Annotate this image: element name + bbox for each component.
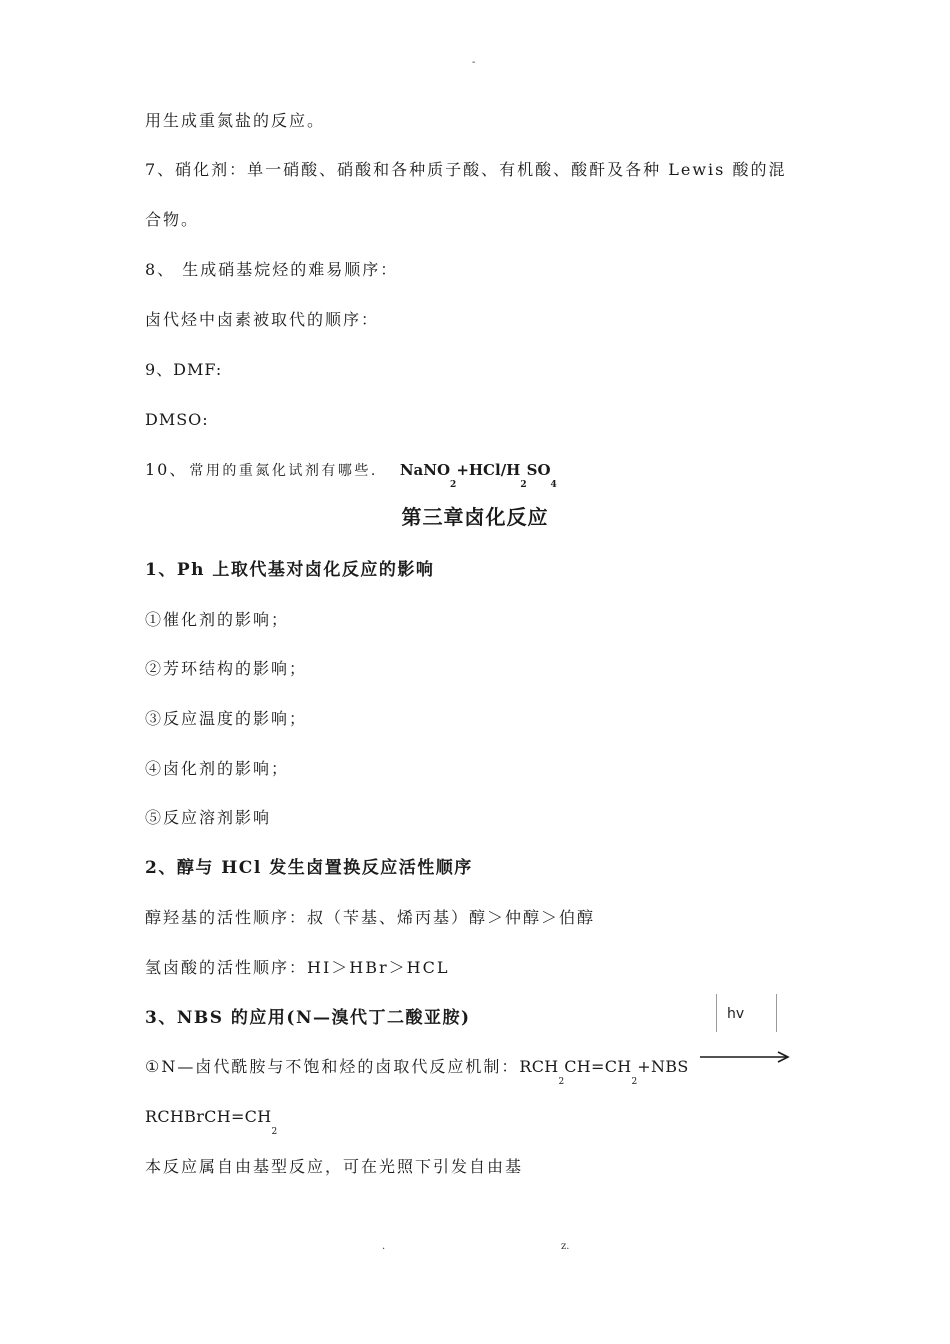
q1-point-aromatic-structure: ②芳环结构的影响；: [145, 659, 308, 678]
q2-heading: 2、醇与 HCl 发生卤置换反应活性顺序: [145, 858, 473, 878]
item-8-halogen-order: 卤代烃中卤素被取代的顺序：: [145, 310, 380, 329]
q3-mechanism-label: ①N—卤代酰胺与不饱和烃的卤取代反应机制：: [145, 1057, 520, 1076]
formula-subscript: 4: [550, 480, 557, 490]
formula-subscript: 2: [450, 480, 457, 490]
q2-acid-order: 氢卤酸的活性顺序：HI＞HBr＞HCL: [145, 958, 450, 977]
text-line-continuation: 用生成重氮盐的反应。: [145, 111, 326, 130]
item-9-dmf: 9、DMF:: [145, 360, 223, 379]
reactant-part: +NBS: [637, 1057, 689, 1076]
reaction-condition-box: [716, 994, 777, 1032]
item-10-number: 10、: [145, 460, 188, 479]
reactant-subscript: 2: [631, 1077, 638, 1087]
q1-point-temperature: ③反应温度的影响；: [145, 709, 308, 728]
item-7-nitrating-agents: 7、硝化剂：单一硝酸、硝酸和各种质子酸、有机酸、酸酐及各种 Lewis 酸的混: [145, 160, 787, 179]
q2-alcohol-order: 醇羟基的活性顺序：叔（苄基、烯丙基）醇＞仲醇＞伯醇: [145, 908, 596, 927]
formula-subscript: 2: [520, 480, 527, 490]
q1-heading: 1、Ph 上取代基对卤化反应的影响: [145, 560, 435, 580]
formula-part: NaNO: [399, 461, 451, 479]
item-10-formula: [399, 461, 557, 490]
item-10-diazotization-reagents: [145, 458, 557, 490]
formula-part: +HCl/H: [456, 461, 521, 479]
q1-point-solvent: ⑤反应溶剂影响: [145, 808, 272, 827]
product-subscript: 2: [271, 1127, 278, 1137]
item-9-dmso: DMSO:: [145, 410, 209, 429]
reaction-condition-hv: hv: [727, 1006, 745, 1022]
footer-mark-right: z.: [561, 1241, 570, 1252]
footer-mark-left: .: [382, 1241, 386, 1252]
reaction-arrow-icon: [695, 1047, 795, 1067]
product-part: RCHBrCH=CH: [145, 1107, 272, 1126]
header-mark: -: [472, 57, 476, 68]
reactant-subscript: 2: [558, 1077, 565, 1087]
item-7-continuation: 合物。: [145, 210, 200, 229]
q3-reactant: [519, 1057, 689, 1087]
q1-point-halogenating-agent: ④卤化剂的影响；: [145, 759, 290, 778]
q3-note: 本反应属自由基型反应，可在光照下引发自由基: [145, 1157, 524, 1176]
q3-heading: 3、NBS 的应用(N—溴代丁二酸亚胺): [145, 1008, 471, 1028]
q3-mechanism: [145, 1055, 689, 1087]
formula-part: SO: [526, 461, 551, 479]
item-8-nitroalkane-order: 8、 生成硝基烷烃的难易顺序：: [145, 260, 399, 279]
q1-point-catalyst: ①催化剂的影响；: [145, 610, 290, 629]
chapter-title: 第三章卤化反应: [401, 505, 549, 529]
item-10-question: 常用的重氮化试剂有哪些.: [189, 463, 378, 479]
reactant-part: CH=CH: [564, 1057, 632, 1076]
q3-product: [145, 1105, 278, 1137]
reactant-part: RCH: [519, 1057, 559, 1076]
